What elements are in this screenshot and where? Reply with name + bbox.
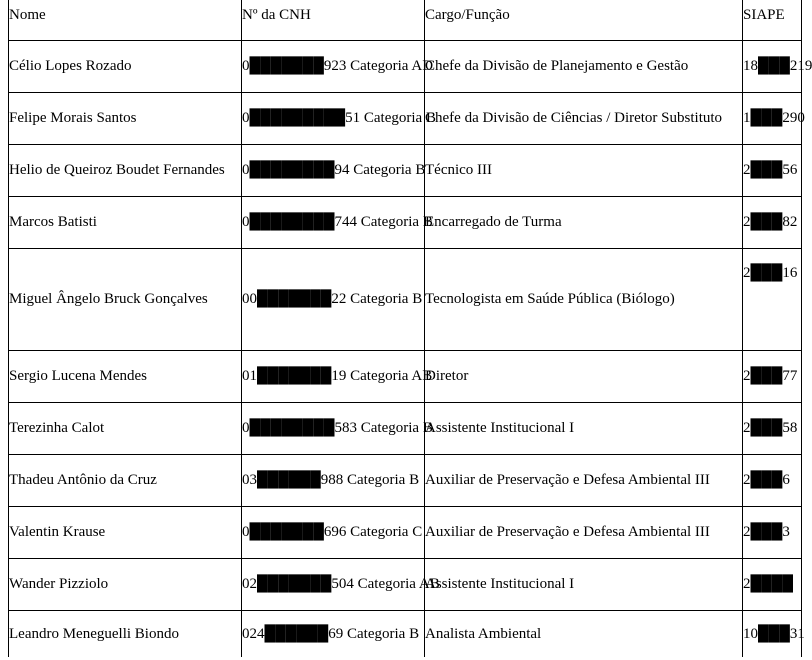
cnh-cell: 0███████923 Categoria AD xyxy=(242,41,425,93)
cargo-cell: Tecnologista em Saúde Pública (Biólogo) xyxy=(425,249,743,351)
header-cnh: Nº da CNH xyxy=(242,0,425,41)
table-row xyxy=(9,455,802,507)
siape-cell: 1███290 xyxy=(743,93,802,145)
nome-cell: Felipe Morais Santos xyxy=(9,93,242,145)
siape-cell: 2███56 xyxy=(743,145,802,197)
table-row xyxy=(9,611,802,658)
cnh-cell: 0████████583 Categoria B xyxy=(242,403,425,455)
cargo-cell: Auxiliar de Preservação e Defesa Ambiental III xyxy=(425,455,743,507)
siape-cell: 2████ xyxy=(743,559,802,611)
cargo-cell: Analista Ambiental xyxy=(425,611,743,658)
nome-cell: Leandro Meneguelli Biondo xyxy=(9,611,242,658)
table-row xyxy=(9,249,802,351)
table-row xyxy=(9,145,802,197)
cnh-cell: 02███████504 Categoria AB xyxy=(242,559,425,611)
table-row xyxy=(9,93,802,145)
table-row xyxy=(9,403,802,455)
cnh-cell: 01███████19 Categoria AB xyxy=(242,351,425,403)
header-siape: SIAPE xyxy=(743,0,802,41)
nome-cell: Sergio Lucena Mendes xyxy=(9,351,242,403)
table-row xyxy=(9,41,802,93)
cargo-cell: Auxiliar de Preservação e Defesa Ambiental III xyxy=(425,507,743,559)
personnel-table xyxy=(8,0,812,657)
siape-cell: 2███3 xyxy=(743,507,802,559)
cnh-cell: 0████████94 Categoria B xyxy=(242,145,425,197)
nome-cell: Thadeu Antônio da Cruz xyxy=(9,455,242,507)
siape-cell: 2███82 xyxy=(743,197,802,249)
siape-cell: 2███77 xyxy=(743,351,802,403)
cnh-cell: 0█████████51 Categoria B xyxy=(242,93,425,145)
cargo-cell: Chefe da Divisão de Planejamento e Gestão xyxy=(425,41,743,93)
cnh-cell: 0████████744 Categoria B xyxy=(242,197,425,249)
header-cargo: Cargo/Função xyxy=(425,0,743,41)
table-row xyxy=(9,351,802,403)
nome-cell: Miguel Ângelo Bruck Gonçalves xyxy=(9,249,242,351)
nome-cell: Marcos Batisti xyxy=(9,197,242,249)
header-row xyxy=(9,0,802,41)
siape-cell: 2███6 xyxy=(743,455,802,507)
siape-cell: 18███219 xyxy=(743,41,802,93)
nome-cell: Terezinha Calot xyxy=(9,403,242,455)
cnh-cell: 00███████22 Categoria B xyxy=(242,249,425,351)
cnh-cell: 03██████988 Categoria B xyxy=(242,455,425,507)
cargo-cell: Técnico III xyxy=(425,145,743,197)
cargo-cell: Diretor xyxy=(425,351,743,403)
table-row xyxy=(9,559,802,611)
siape-cell: 2███16 xyxy=(743,249,802,351)
header-nome: Nome xyxy=(9,0,242,41)
cargo-cell: Chefe da Divisão de Ciências / Diretor Substituto xyxy=(425,93,743,145)
siape-cell: 10███31 xyxy=(743,611,802,658)
nome-cell: Helio de Queiroz Boudet Fernandes xyxy=(9,145,242,197)
table-row xyxy=(9,197,802,249)
nome-cell: Wander Pizziolo xyxy=(9,559,242,611)
cnh-cell: 024██████69 Categoria B xyxy=(242,611,425,658)
nome-cell: Valentin Krause xyxy=(9,507,242,559)
cargo-cell: Assistente Institucional I xyxy=(425,559,743,611)
cnh-cell: 0███████696 Categoria C xyxy=(242,507,425,559)
cargo-cell: Assistente Institucional I xyxy=(425,403,743,455)
nome-cell: Célio Lopes Rozado xyxy=(9,41,242,93)
cargo-cell: Encarregado de Turma xyxy=(425,197,743,249)
siape-cell: 2███58 xyxy=(743,403,802,455)
table-row xyxy=(9,507,802,559)
